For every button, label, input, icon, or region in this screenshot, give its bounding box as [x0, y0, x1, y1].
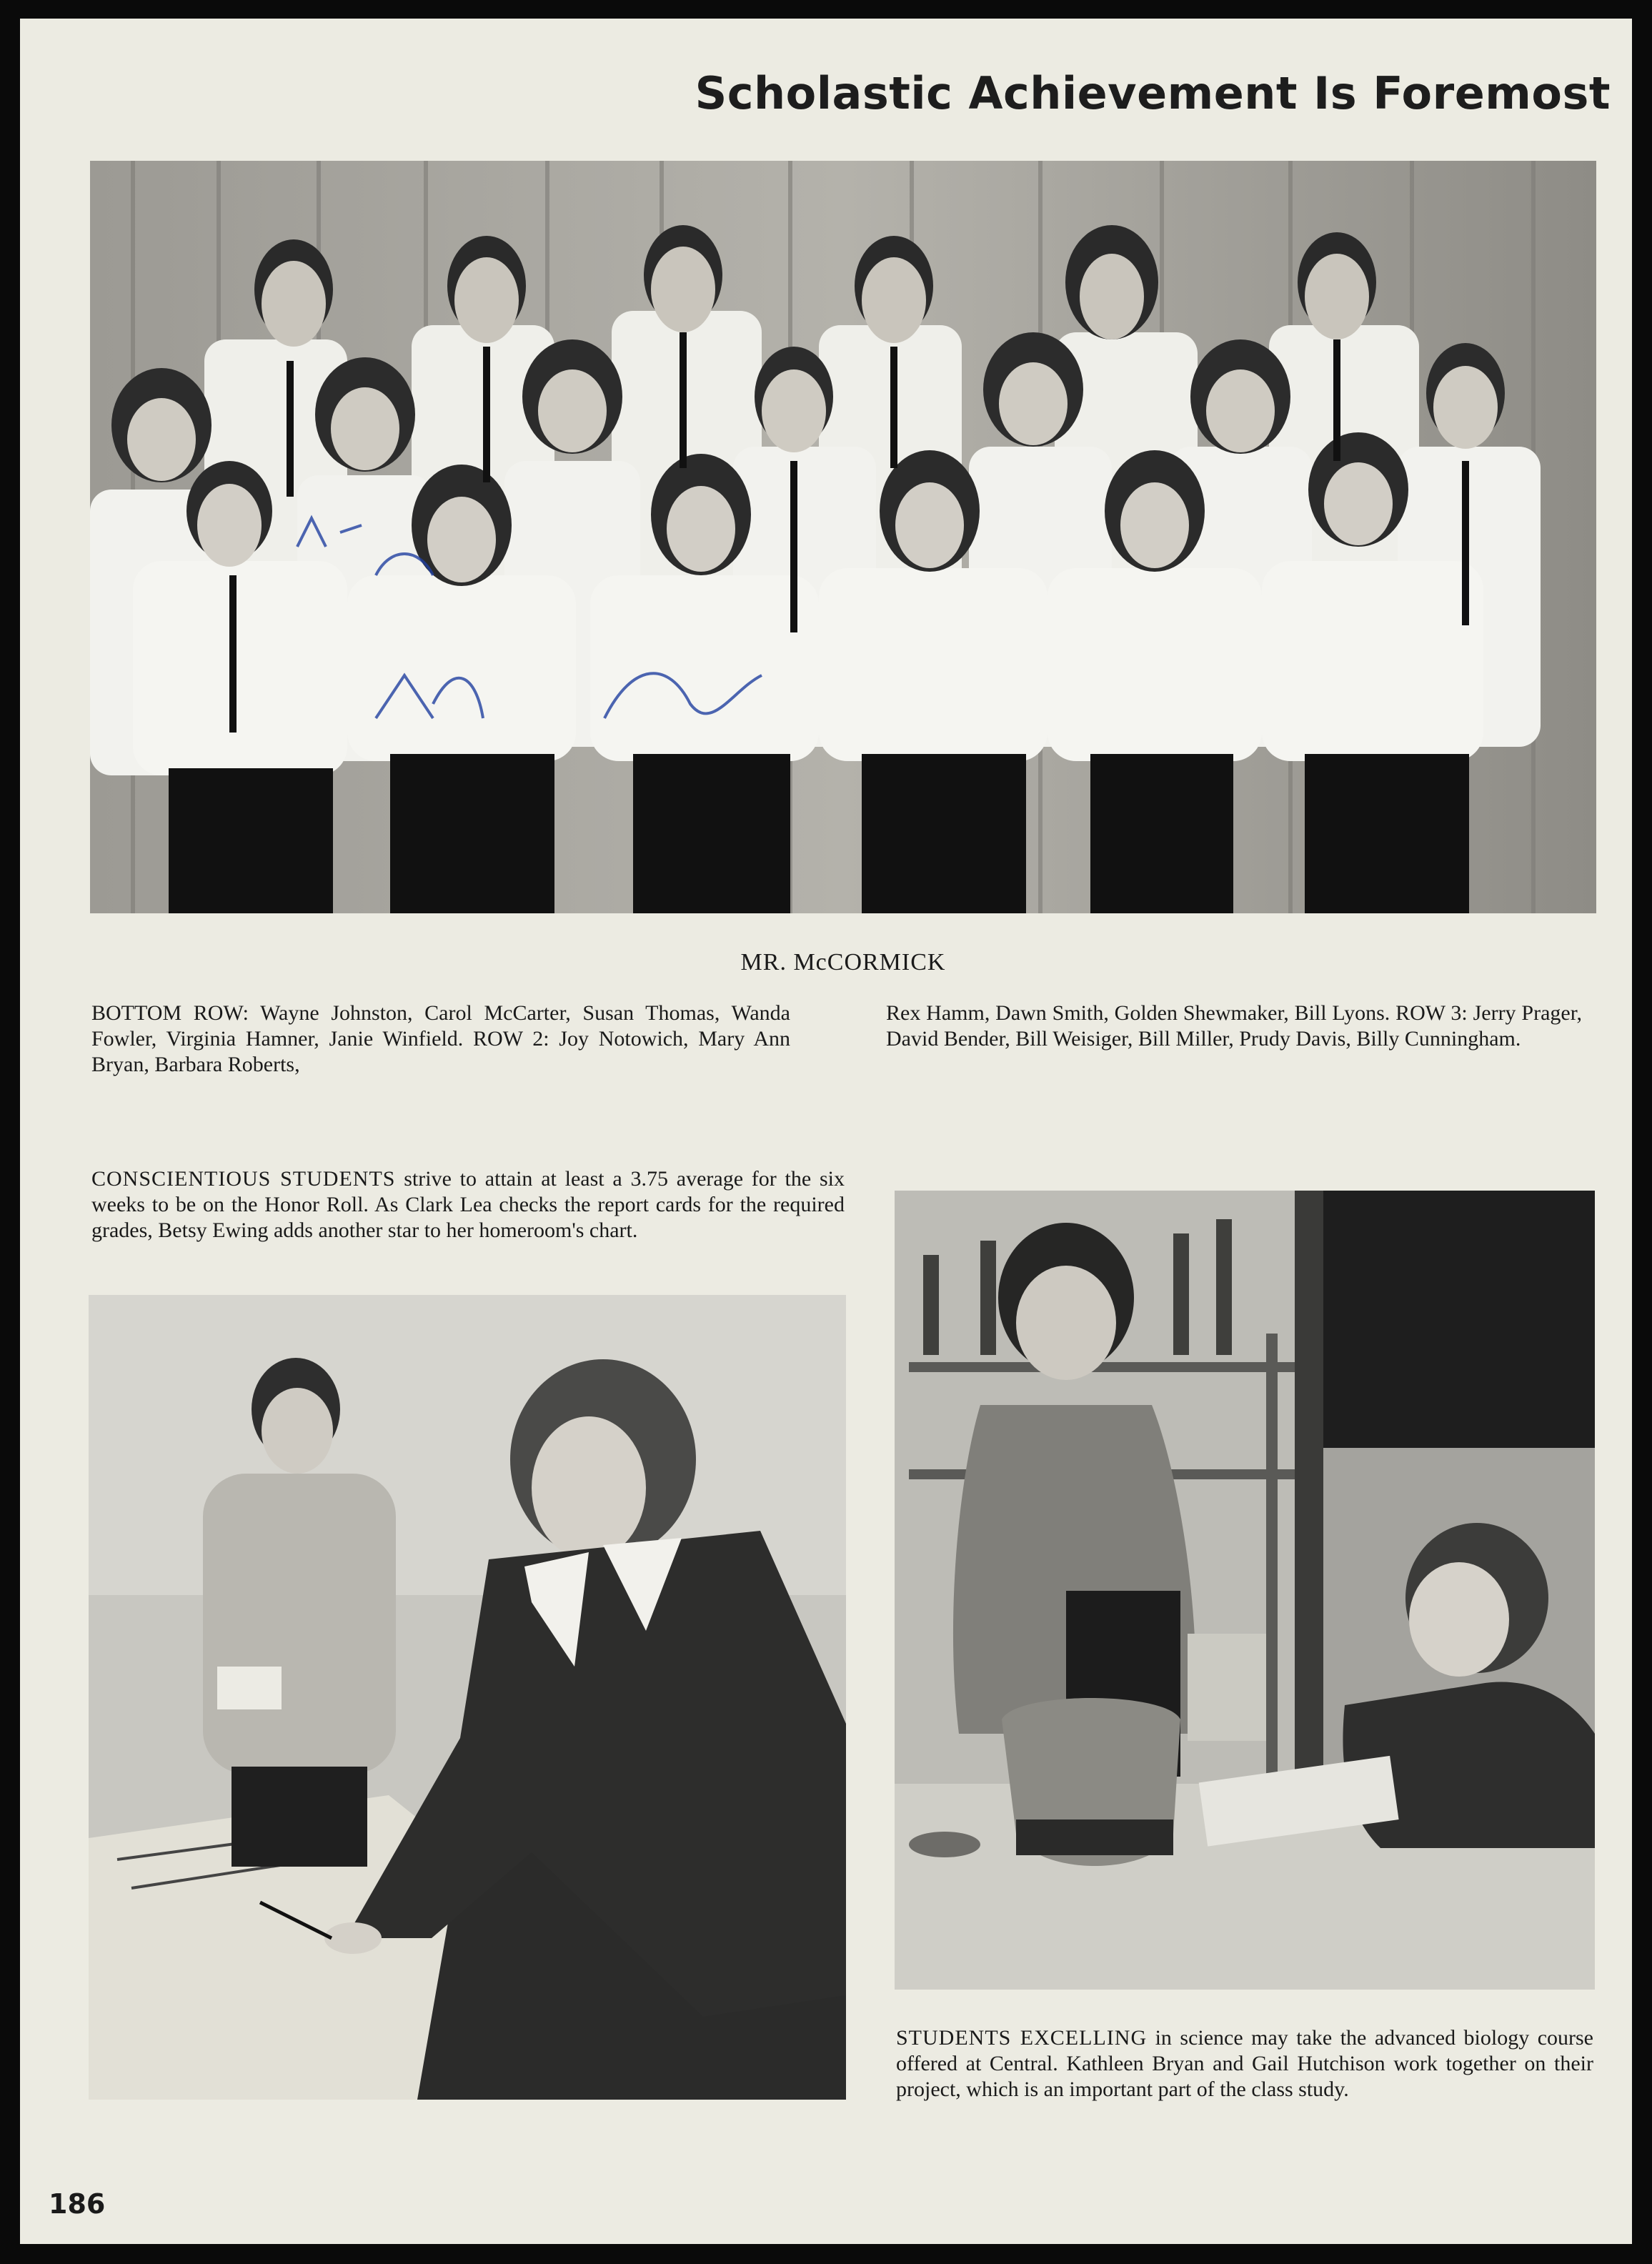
yearbook-page: [20, 19, 1632, 2244]
group-names-caption-right: Rex Hamm, Dawn Smith, Golden Shewmaker, Bill Lyons. ROW 3: Jerry Prager, David Bender, Bill Weisiger, Bill Miller, Prudy Davis, Billy Cunningham.: [886, 1001, 1582, 1051]
biology-caption-text: in science may take the advanced biology course offered at Central. Kathleen Bryan and Gail Hutchison work together on their project, which is an important part of the class study.: [896, 2026, 1593, 2101]
honor-roll-caption: [91, 1166, 845, 1243]
teacher-name: MR. McCORMICK: [740, 949, 946, 975]
group-photo: [90, 161, 1596, 913]
biology-caption: [896, 2025, 1593, 2102]
honor-roll-photo: [89, 1295, 846, 2100]
biology-caption-lead: STUDENTS EXCELLING: [896, 2026, 1148, 2050]
biology-photo: [895, 1191, 1595, 1990]
group-names-caption-left: BOTTOM ROW: Wayne Johnston, Carol McCarter, Susan Thomas, Wanda Fowler, Virginia Hamner, Janie Winfield. ROW 2: Joy Notowich, Mary Ann Bryan, Barbara Roberts,: [91, 1001, 790, 1076]
page-title: Scholastic Achievement Is Foremost: [695, 67, 1611, 119]
honor-roll-caption-text: strive to attain at least a 3.75 average for the six weeks to be on the Honor Roll. As Clark Lea checks the report cards for the required grades, Betsy Ewing adds another star to her homeroom's chart.: [91, 1167, 845, 1242]
page-number: 186: [49, 2188, 106, 2220]
honor-roll-caption-lead: CONSCIENTIOUS STUDENTS: [91, 1167, 396, 1191]
